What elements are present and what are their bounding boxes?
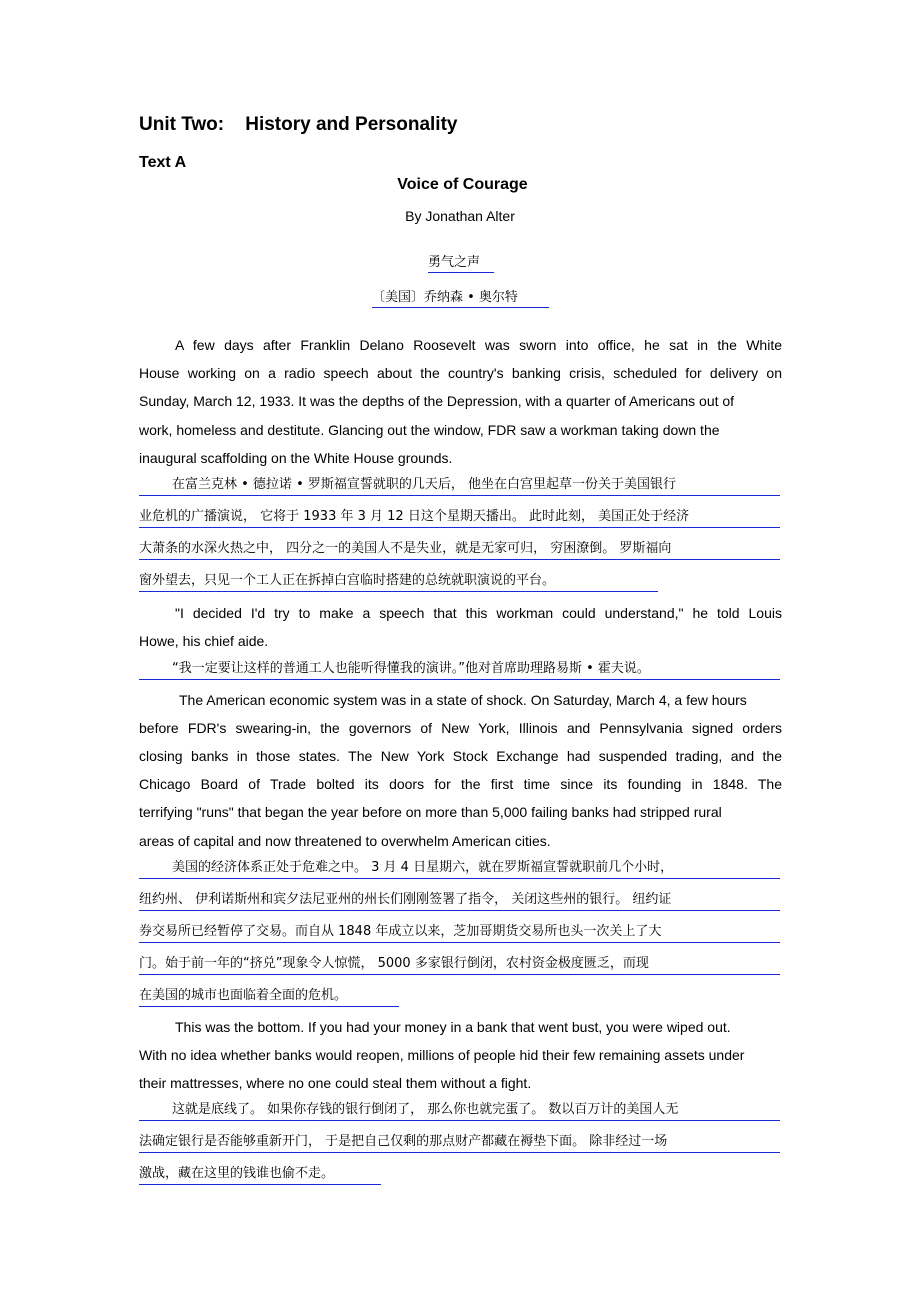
chinese-byline: 〔美国〕乔纳森 • 奥尔特	[372, 286, 549, 308]
paragraph-4-cn-line: 这就是底线了。 如果你存钱的银行倒闭了， 那么你也就完蛋了。 数以百万计的美国人无	[139, 1099, 780, 1121]
paragraph-3-en-line: before FDR's swearing-in, the governors of New York, Illinois and Pennsylvania signed orders	[139, 720, 782, 736]
paragraph-3-en-line: The American economic system was in a state of shock. On Saturday, March 4, a few hours	[179, 692, 747, 708]
paragraph-3-cn-line: 券交易所已经暂停了交易。而自从 1848 年成立以来，芝加哥期货交易所也头一次关上了大	[139, 921, 780, 943]
author-byline: By Jonathan Alter	[405, 208, 515, 224]
paragraph-1-en-line: inaugural scaffolding on the White House grounds.	[139, 450, 453, 466]
paragraph-4-cn-line: 法确定银行是否能够重新开门， 于是把自己仅剩的那点财产都藏在褥垫下面。 除非经过一场	[139, 1131, 780, 1153]
text-label: Text A	[139, 154, 187, 171]
paragraph-1-en-line: A few days after Franklin Delano Roosevelt was sworn into office, he sat in the White	[175, 337, 782, 353]
paragraph-1-cn-line: 窗外望去，只见一个工人正在拆掉白宫临时搭建的总统就职演说的平台。	[139, 570, 658, 592]
paragraph-2-cn-line: “我一定要让这样的普通工人也能听得懂我的演讲。”他对首席助理路易斯 • 霍夫说。	[139, 658, 780, 680]
paragraph-4-en-line: With no idea whether banks would reopen, millions of people hid their few remaining assets under	[139, 1047, 745, 1063]
paragraph-3-en-line: terrifying "runs" that began the year before on more than 5,000 failing banks had stripped rural	[139, 804, 722, 820]
paragraph-3-en-line: areas of capital and now threatened to overwhelm American cities.	[139, 833, 551, 849]
paragraph-1-cn-line: 业危机的广播演说， 它将于 1933 年 3 月 12 日这个星期天播出。 此时此刻， 美国正处于经济	[139, 506, 780, 528]
paragraph-1-en-line: work, homeless and destitute. Glancing out the window, FDR saw a workman taking down the	[139, 422, 720, 438]
paragraph-1-en-line: Sunday, March 12, 1933. It was the depths of the Depression, with a quarter of Americans out of	[139, 393, 735, 409]
paragraph-4-en-line: their mattresses, where no one could steal them without a fight.	[139, 1075, 532, 1091]
paragraph-2-en-line: "I decided I'd try to make a speech that this workman could understand," he told Louis	[175, 605, 782, 621]
unit-title: Unit Two: History and Personality	[139, 114, 458, 135]
paragraph-3-cn-line: 纽约州、 伊利诺斯州和宾夕法尼亚州的州长们刚刚签署了指令， 关闭这些州的银行。 纽约证	[139, 889, 780, 911]
paragraph-3-en-line: Chicago Board of Trade bolted its doors for the first time since its founding in 1848. The	[139, 776, 782, 792]
chinese-title: 勇气之声	[428, 251, 494, 273]
paragraph-1-cn-line: 大萧条的水深火热之中， 四分之一的美国人不是失业，就是无家可归， 穷困潦倒。 罗斯福向	[139, 538, 780, 560]
paragraph-4-en-line: This was the bottom. If you had your money in a bank that went bust, you were wiped out.	[175, 1019, 731, 1035]
paragraph-2-en-line: Howe, his chief aide.	[139, 633, 269, 649]
paragraph-3-en-line: closing banks in those states. The New York Stock Exchange had suspended trading, and the	[139, 748, 782, 764]
paragraph-3-cn-line: 在美国的城市也面临着全面的危机。	[139, 985, 399, 1007]
paragraph-1-cn-line: 在富兰克林 • 德拉诺 • 罗斯福宣誓就职的几天后， 他坐在白宫里起草一份关于美国银行	[139, 474, 780, 496]
article-title: Voice of Courage	[397, 176, 528, 193]
paragraph-3-cn-line: 美国的经济体系正处于危难之中。 3 月 4 日星期六，就在罗斯福宣誓就职前几个小时，	[139, 857, 780, 879]
paragraph-3-cn-line: 门。始于前一年的“挤兑”现象令人惊慌， 5000 多家银行倒闭，农村资金极度匮乏，而现	[139, 953, 780, 975]
paragraph-4-cn-line: 激战，藏在这里的钱谁也偷不走。	[139, 1163, 381, 1185]
paragraph-1-en-line: House working on a radio speech about the country's banking crisis, scheduled for delivery on	[139, 365, 782, 381]
